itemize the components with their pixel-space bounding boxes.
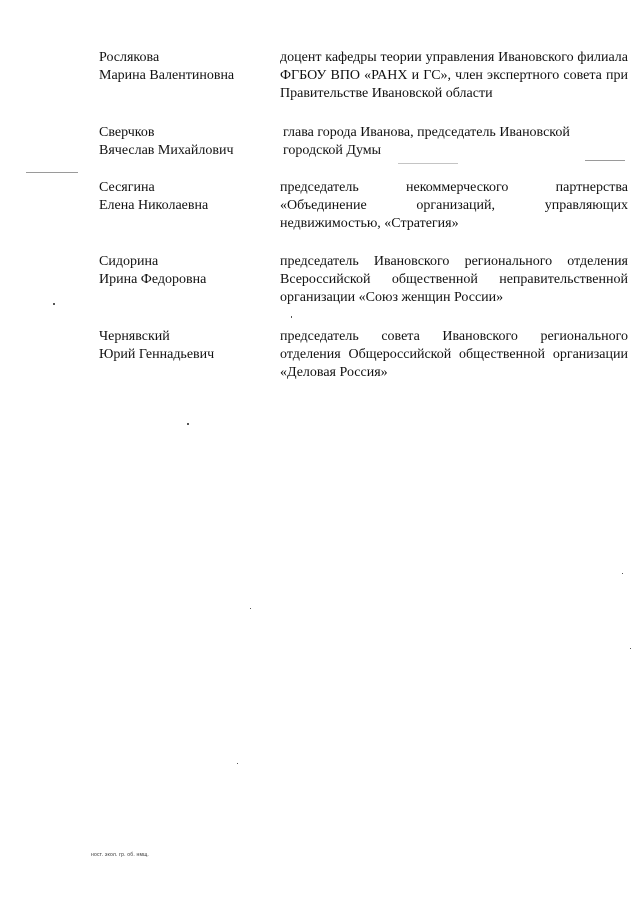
member-given-names: Елена Николаевна (99, 198, 209, 213)
scan-artifact-dot (250, 608, 251, 609)
member-name (99, 124, 280, 160)
scan-artifact-dot (187, 423, 189, 425)
scan-artifact-dot (630, 648, 631, 649)
scan-artifact-line (398, 163, 458, 164)
scan-artifact-line (585, 160, 625, 161)
footer-note: ност. экол. гр. об. нмщ. (91, 852, 150, 858)
member-position: глава города Иванова, председатель Ивановской городской Думы (283, 125, 570, 158)
scan-artifact-dot (622, 573, 623, 574)
member-position: председатель совета Ивановского регионального отделения Общероссийской общественной организации «Деловая Россия» (280, 329, 628, 380)
scan-artifact-dot (53, 303, 55, 305)
member-name (99, 49, 280, 85)
member-surname: Рослякова (99, 50, 160, 65)
member-position: доцент кафедры теории управления Ивановского филиала ФГБОУ ВПО «РАНХ и ГС», член экспертного совета при Правительстве Ивановской области (280, 50, 628, 101)
member-surname: Сидорина (99, 254, 159, 269)
member-surname: Сесягина (99, 180, 155, 195)
list-item (99, 328, 629, 382)
scan-artifact-dot (291, 316, 292, 318)
list-item (99, 49, 629, 103)
list-item (99, 124, 629, 160)
member-given-names: Марина Валентиновна (99, 68, 235, 83)
member-name (99, 328, 280, 364)
scan-artifact-dot (237, 763, 238, 764)
member-name (99, 179, 280, 215)
member-position: председатель Ивановского регионального отделения Всероссийской общественной неправительственной организации «Союз женщин России» (280, 254, 628, 305)
scan-artifact-line (26, 172, 78, 173)
member-position: председатель некоммерческого партнерства «Объединение организаций, управляющих недвижимостью, «Стратегия» (280, 180, 628, 231)
member-given-names: Ирина Федоровна (99, 272, 207, 287)
members-list (99, 49, 629, 403)
member-given-names: Вячеслав Михайлович (99, 143, 234, 158)
list-item (99, 253, 629, 307)
member-given-names: Юрий Геннадьевич (99, 347, 215, 362)
member-name (99, 253, 280, 289)
member-surname: Чернявский (99, 329, 170, 344)
list-item (99, 179, 629, 233)
member-surname: Сверчков (99, 125, 155, 140)
